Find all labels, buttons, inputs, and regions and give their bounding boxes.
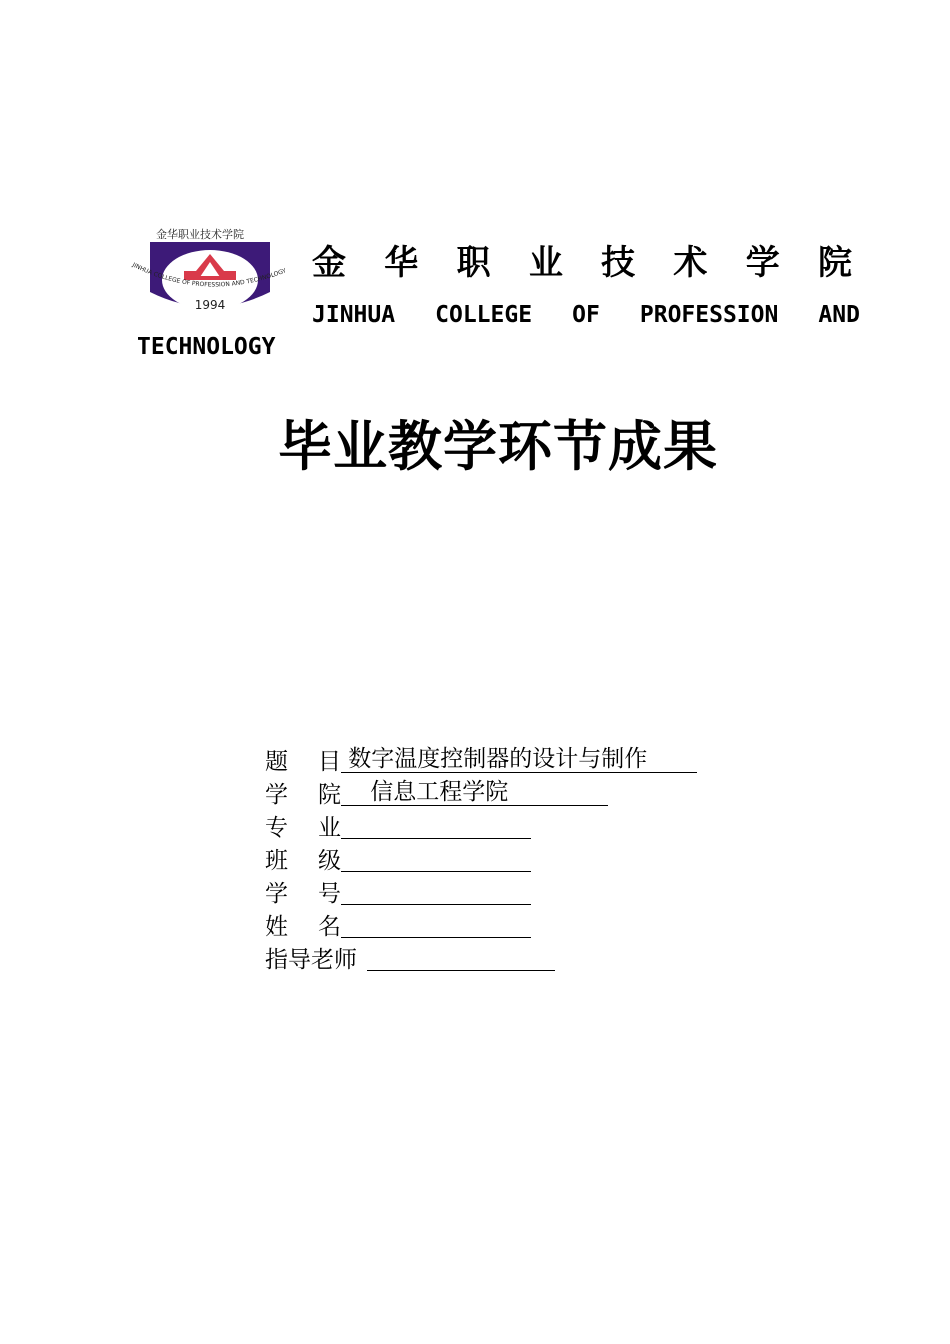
name-value[interactable] [341,911,531,938]
college-name-en-word: PROFESSION [639,302,779,328]
college-name-en-word: COLLEGE [435,302,533,328]
field-label: 指导老师 [265,947,357,973]
field-name [265,908,697,941]
college-logo [130,222,300,330]
document-title: 毕业教学环节成果 [278,415,718,478]
college-name-en [312,300,860,330]
college-name-cn-char: 职 [456,242,491,283]
college-name-cn-char: 术 [673,242,708,283]
topic-value[interactable]: 数字温度控制器的设计与制作 [341,746,697,773]
info-fields [265,743,697,974]
field-label: 姓 名 [265,914,341,940]
college-name-cn-char: 院 [817,242,852,283]
logo-en-text: JINHUA COLLEGE OF PROFESSION AND TECHNOLOGY [131,261,288,289]
student-id-value[interactable] [341,878,531,905]
field-label: 班 级 [265,848,341,874]
advisor-value[interactable] [367,944,555,971]
college-name-cn-char: 金 [312,242,346,283]
class-value[interactable] [341,845,531,872]
field-label: 题 目 [265,749,341,775]
college-name-en-word: OF [572,302,600,328]
field-label: 学 院 [265,782,341,808]
field-major [265,809,697,842]
logo-cn-text: 金华职业技术学院 [156,228,244,241]
college-name-cn [312,236,852,282]
college-name-cn-char: 业 [528,242,563,283]
field-school [265,776,697,809]
field-class [265,842,697,875]
field-student-id [265,875,697,908]
major-value[interactable] [341,812,531,839]
college-name-en-word: JINHUA [312,302,396,328]
field-topic [265,743,697,776]
logo-year: 1994 [194,298,226,312]
college-name-en-wrap: TECHNOLOGY [137,334,276,360]
field-advisor [265,941,697,974]
college-name-cn-char: 学 [745,242,780,283]
college-name-cn-char: 技 [601,242,636,283]
college-name-en-word: AND [818,302,860,328]
field-label: 专 业 [265,815,341,841]
field-label: 学 号 [265,881,341,907]
school-value[interactable]: 信息工程学院 [341,779,608,806]
college-name-cn-char: 华 [384,242,419,283]
